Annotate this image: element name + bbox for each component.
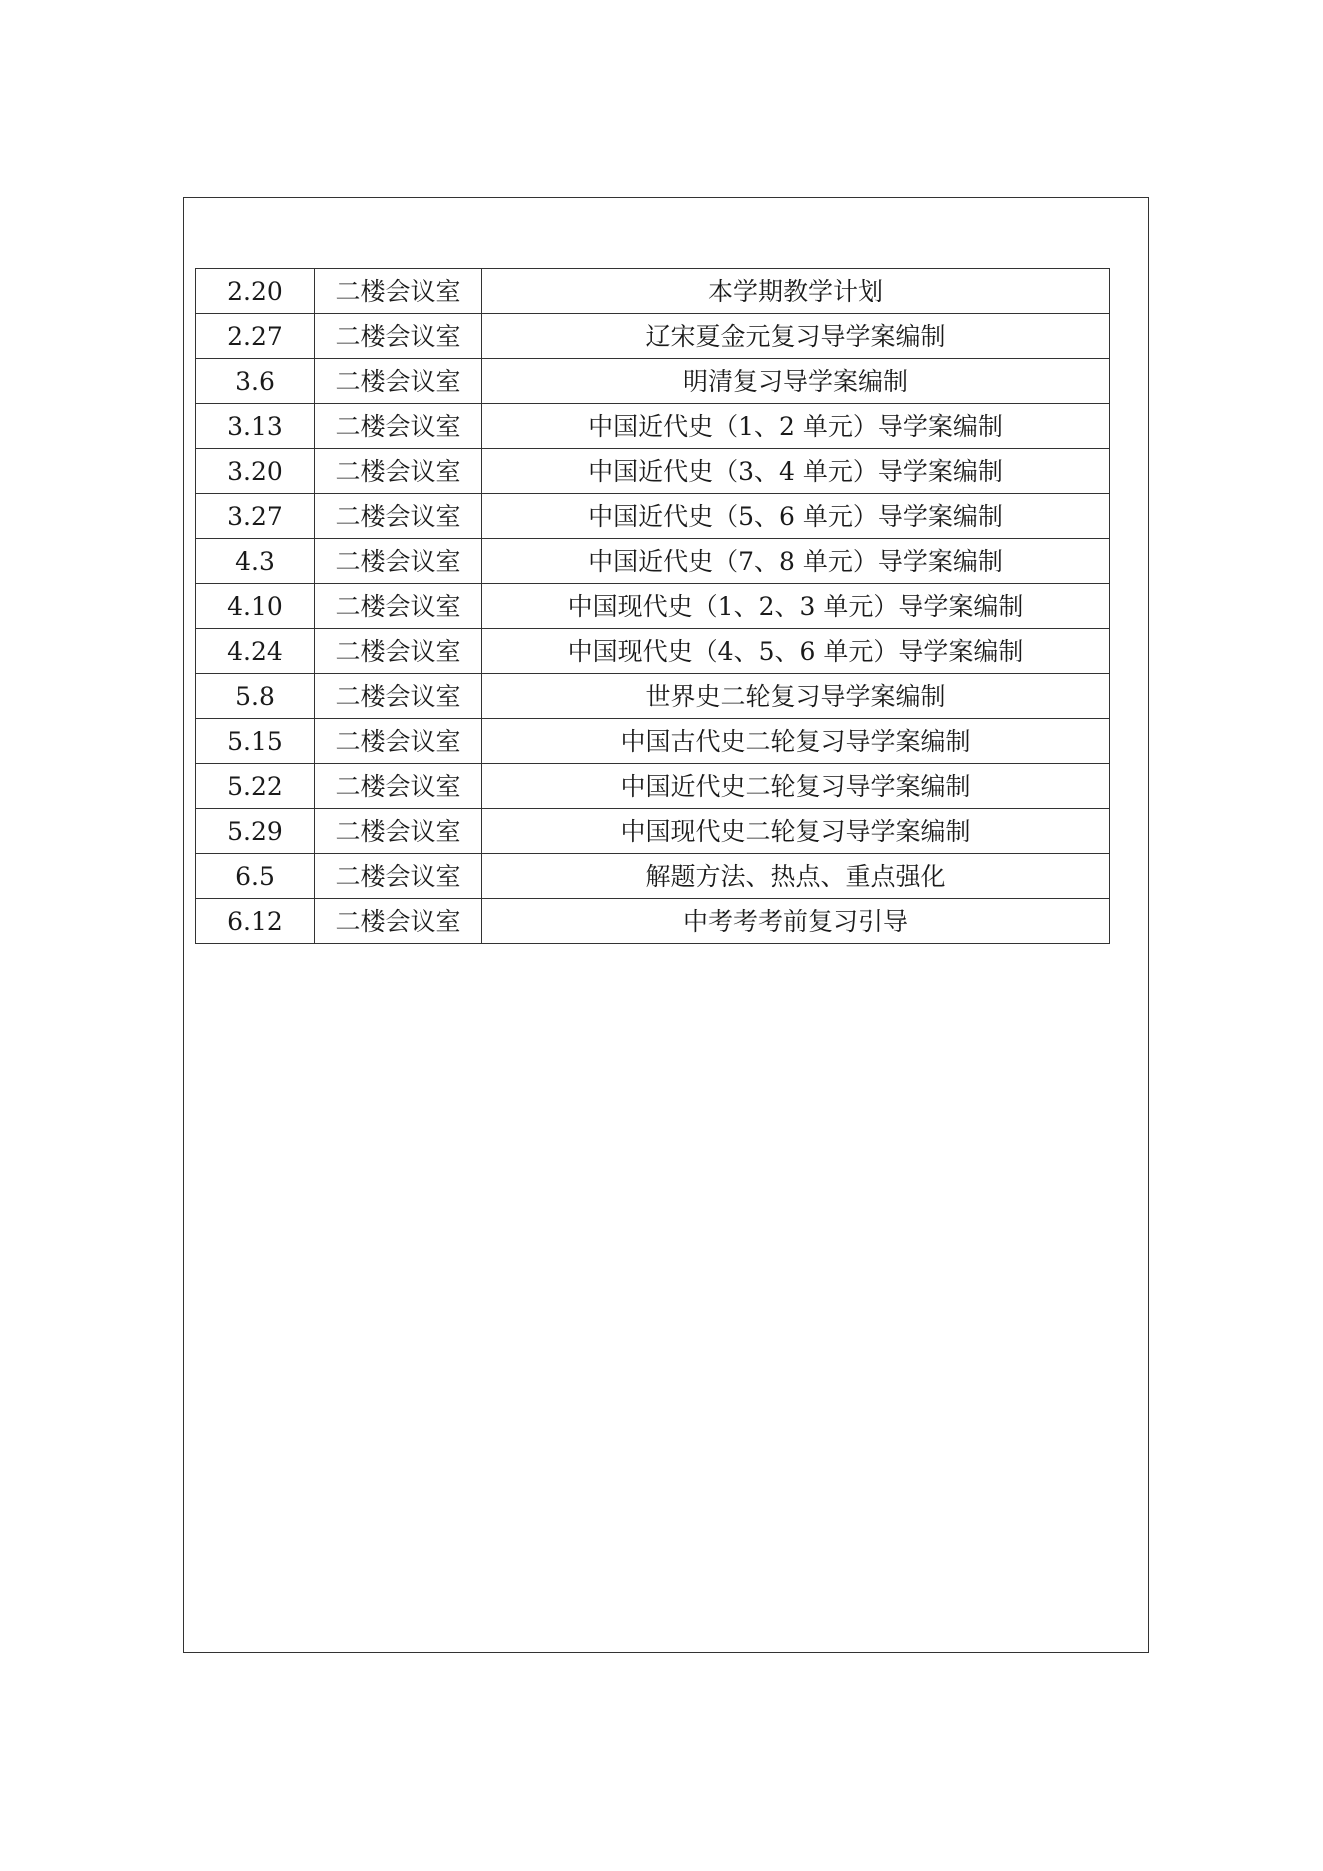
place-cell: 二楼会议室 (315, 719, 482, 764)
table-row (196, 809, 1110, 854)
date-cell: 4.24 (196, 629, 315, 674)
schedule-table (195, 268, 1110, 944)
place-cell: 二楼会议室 (315, 629, 482, 674)
topic-cell: 中国古代史二轮复习导学案编制 (482, 719, 1110, 764)
table-row (196, 764, 1110, 809)
topic-cell: 中考考考前复习引导 (482, 899, 1110, 944)
table-row (196, 539, 1110, 584)
table-row (196, 674, 1110, 719)
place-cell: 二楼会议室 (315, 584, 482, 629)
date-cell: 2.20 (196, 269, 315, 314)
date-cell: 5.8 (196, 674, 315, 719)
place-cell: 二楼会议室 (315, 359, 482, 404)
topic-cell: 世界史二轮复习导学案编制 (482, 674, 1110, 719)
date-cell: 5.15 (196, 719, 315, 764)
date-cell: 3.13 (196, 404, 315, 449)
date-cell: 6.5 (196, 854, 315, 899)
table-row (196, 629, 1110, 674)
place-cell: 二楼会议室 (315, 809, 482, 854)
topic-cell: 中国近代史（1、2 单元）导学案编制 (482, 404, 1110, 449)
topic-cell: 中国现代史（1、2、3 单元）导学案编制 (482, 584, 1110, 629)
date-cell: 4.10 (196, 584, 315, 629)
date-cell: 2.27 (196, 314, 315, 359)
place-cell: 二楼会议室 (315, 899, 482, 944)
topic-cell: 明清复习导学案编制 (482, 359, 1110, 404)
place-cell: 二楼会议室 (315, 674, 482, 719)
table-row (196, 314, 1110, 359)
place-cell: 二楼会议室 (315, 404, 482, 449)
table-row (196, 494, 1110, 539)
date-cell: 5.29 (196, 809, 315, 854)
topic-cell: 解题方法、热点、重点强化 (482, 854, 1110, 899)
topic-cell: 中国近代史（3、4 单元）导学案编制 (482, 449, 1110, 494)
topic-cell: 中国近代史（7、8 单元）导学案编制 (482, 539, 1110, 584)
table-row (196, 269, 1110, 314)
topic-cell: 中国现代史二轮复习导学案编制 (482, 809, 1110, 854)
place-cell: 二楼会议室 (315, 854, 482, 899)
date-cell: 5.22 (196, 764, 315, 809)
place-cell: 二楼会议室 (315, 269, 482, 314)
date-cell: 3.20 (196, 449, 315, 494)
topic-cell: 中国近代史二轮复习导学案编制 (482, 764, 1110, 809)
topic-cell: 辽宋夏金元复习导学案编制 (482, 314, 1110, 359)
date-cell: 6.12 (196, 899, 315, 944)
schedule-body (196, 269, 1110, 944)
date-cell: 4.3 (196, 539, 315, 584)
topic-cell: 中国近代史（5、6 单元）导学案编制 (482, 494, 1110, 539)
topic-cell: 中国现代史（4、5、6 单元）导学案编制 (482, 629, 1110, 674)
place-cell: 二楼会议室 (315, 764, 482, 809)
date-cell: 3.27 (196, 494, 315, 539)
topic-cell: 本学期教学计划 (482, 269, 1110, 314)
table-row (196, 899, 1110, 944)
place-cell: 二楼会议室 (315, 494, 482, 539)
table-row (196, 584, 1110, 629)
place-cell: 二楼会议室 (315, 449, 482, 494)
date-cell: 3.6 (196, 359, 315, 404)
place-cell: 二楼会议室 (315, 314, 482, 359)
place-cell: 二楼会议室 (315, 539, 482, 584)
table-row (196, 719, 1110, 764)
table-row (196, 404, 1110, 449)
table-row (196, 359, 1110, 404)
table-row (196, 854, 1110, 899)
table-row (196, 449, 1110, 494)
